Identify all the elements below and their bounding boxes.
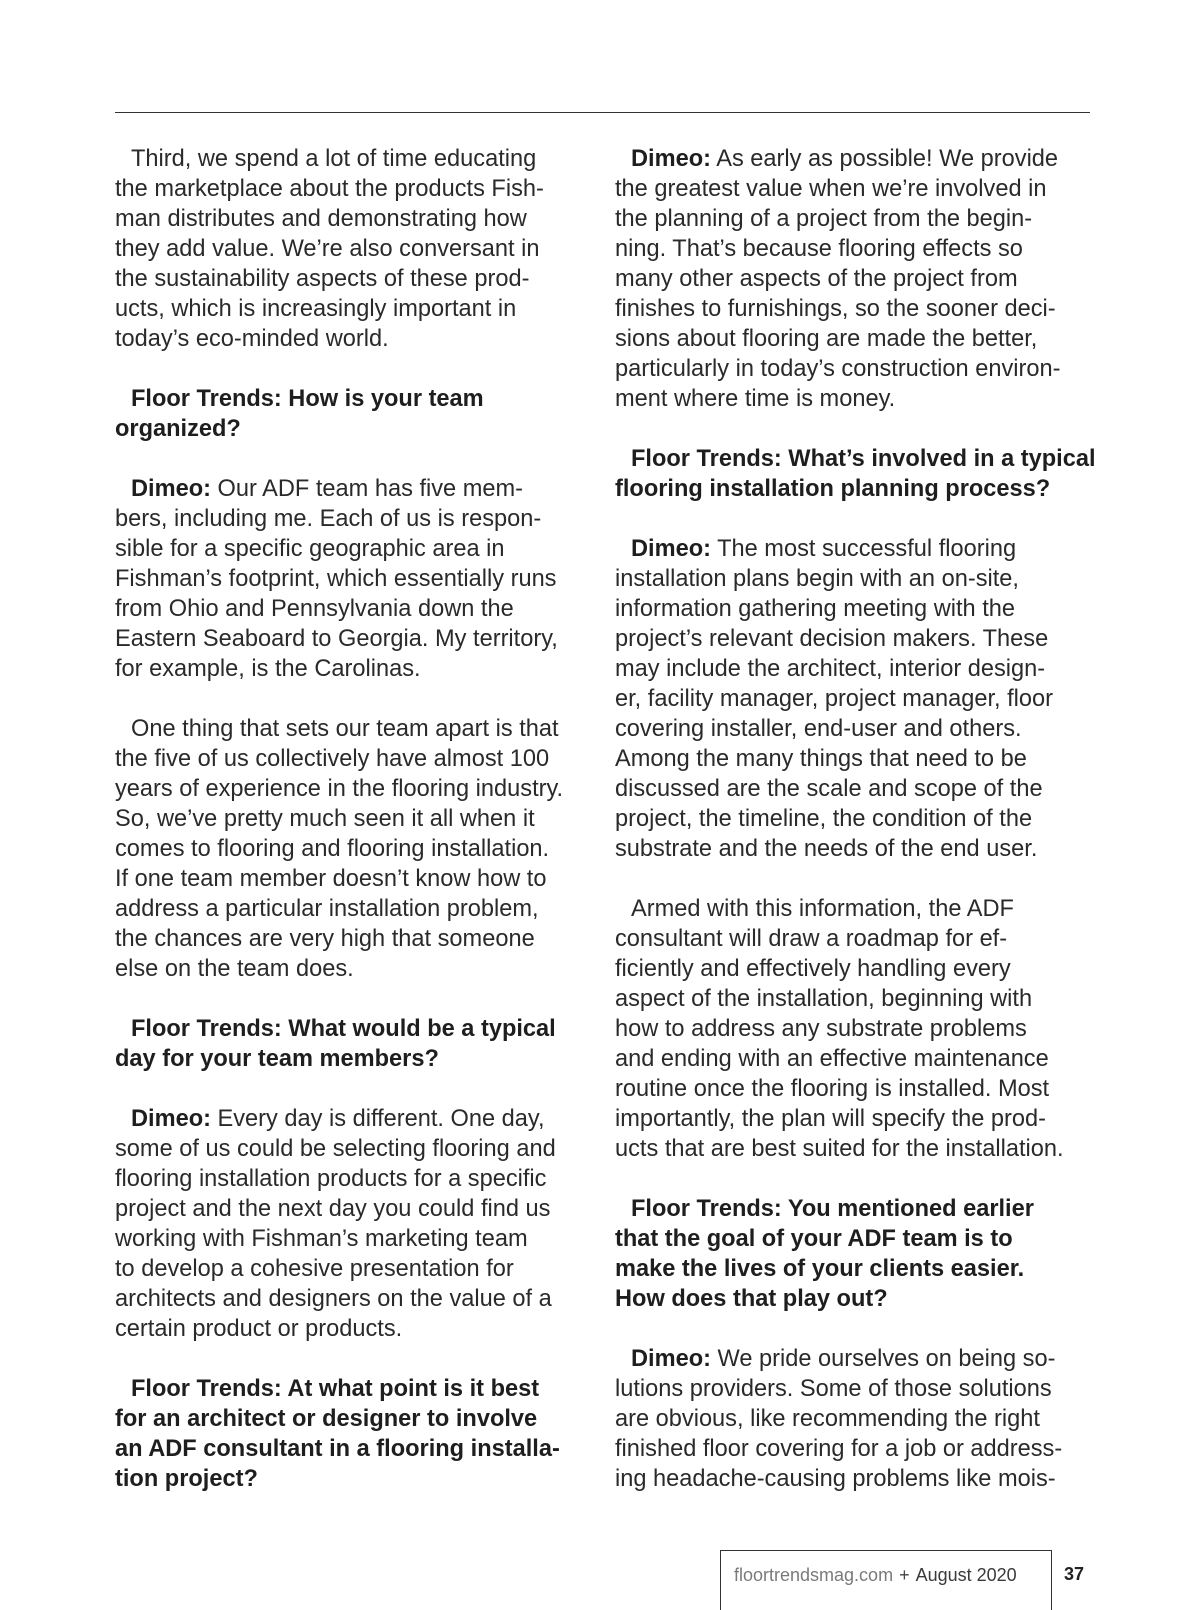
text-line: tion project?	[115, 1466, 258, 1492]
text-line: Fishman’s footprint, which essentially runs	[115, 566, 557, 592]
left-text-column	[115, 144, 595, 1524]
text-line: the chances are very high that someone	[115, 926, 535, 952]
text-line: from Ohio and Pennsylvania down the	[115, 596, 514, 622]
text-line: How does that play out?	[615, 1286, 888, 1312]
answer-paragraph	[115, 474, 595, 684]
question-paragraph	[615, 1194, 1095, 1314]
text-line: flooring installation planning process?	[615, 476, 1051, 502]
text-line: for example, is the Carolinas.	[115, 656, 421, 682]
text-line: address a particular installation problem,	[115, 896, 539, 922]
text-line: ment where time is money.	[615, 386, 896, 412]
text-line: the five of us collectively have almost 100	[115, 746, 550, 772]
text-line: Floor Trends: How is your team	[131, 386, 484, 412]
question-paragraph	[615, 444, 1095, 504]
right-text-column	[615, 144, 1095, 1524]
text-line: project’s relevant decision makers. These	[615, 626, 1049, 652]
text-line	[115, 1104, 595, 1134]
text-line: bers, including me. Each of us is respon-	[115, 506, 542, 532]
body-paragraph	[615, 894, 1095, 1164]
footer-separator: +	[899, 1565, 910, 1585]
question-paragraph	[115, 384, 595, 444]
text-line: lutions providers. Some of those solutions	[615, 1376, 1052, 1402]
line-text: The most successful flooring	[710, 536, 1017, 562]
text-line: organized?	[115, 416, 241, 442]
text-line: certain product or products.	[115, 1316, 403, 1342]
text-line: the sustainability aspects of these prod-	[115, 266, 530, 292]
text-line: comes to flooring and flooring installation.	[115, 836, 550, 862]
text-line: consultant will draw a roadmap for ef-	[615, 926, 1008, 952]
question-paragraph	[115, 1014, 595, 1074]
text-line: So, we’ve pretty much seen it all when it	[115, 806, 535, 832]
footer-box	[720, 1550, 1052, 1610]
text-line: ning. That’s because flooring effects so	[615, 236, 1023, 262]
text-line: are obvious, like recommending the right	[615, 1406, 1040, 1432]
text-line: information gathering meeting with the	[615, 596, 1016, 622]
text-line: working with Fishman’s marketing team	[115, 1226, 528, 1252]
text-line	[615, 1344, 1095, 1374]
text-line: If one team member doesn’t know how to	[115, 866, 547, 892]
speaker-label: Dimeo:	[631, 146, 711, 172]
text-line: an ADF consultant in a flooring installa-	[115, 1436, 560, 1462]
body-paragraph	[115, 714, 595, 984]
text-line: Among the many things that need to be	[615, 746, 1027, 772]
top-divider-rule	[115, 112, 1090, 113]
text-line: Floor Trends: What’s involved in a typical	[631, 446, 1096, 472]
answer-paragraph	[115, 1104, 595, 1344]
text-line: finished floor covering for a job or address-	[615, 1436, 1063, 1462]
text-line	[115, 474, 595, 504]
text-line: One thing that sets our team apart is that	[131, 716, 559, 742]
speaker-label: Dimeo:	[131, 476, 211, 502]
text-line: sions about flooring are made the better,	[615, 326, 1038, 352]
question-paragraph	[115, 1374, 595, 1494]
answer-paragraph	[615, 144, 1095, 414]
text-line: Third, we spend a lot of time educating	[131, 146, 537, 172]
text-line: and ending with an effective maintenance	[615, 1046, 1049, 1072]
text-line: many other aspects of the project from	[615, 266, 1018, 292]
text-line: that the goal of your ADF team is to	[615, 1226, 1013, 1252]
text-line: ucts that are best suited for the installation.	[615, 1136, 1064, 1162]
text-line: project and the next day you could find us	[115, 1196, 551, 1222]
text-line: else on the team does.	[115, 956, 354, 982]
text-line: Floor Trends: You mentioned earlier	[631, 1196, 1034, 1222]
text-line: routine once the flooring is installed. Most	[615, 1076, 1050, 1102]
text-line: today’s eco-minded world.	[115, 326, 389, 352]
text-line: ing headache-causing problems like mois-	[615, 1466, 1056, 1492]
footer-issue-date: August 2020	[915, 1565, 1017, 1585]
speaker-label: Dimeo:	[631, 536, 711, 562]
text-line: covering installer, end-user and others.	[615, 716, 1022, 742]
speaker-label: Dimeo:	[131, 1106, 211, 1132]
text-line: Eastern Seaboard to Georgia. My territory,	[115, 626, 558, 652]
text-line: Floor Trends: What would be a typical	[131, 1016, 556, 1042]
text-line: installation plans begin with an on-site,	[615, 566, 1019, 592]
text-line: importantly, the plan will specify the prod-	[615, 1106, 1047, 1132]
text-line: may include the architect, interior design-	[615, 656, 1046, 682]
text-line: for an architect or designer to involve	[115, 1406, 538, 1432]
line-text: Every day is different. One day,	[210, 1106, 545, 1132]
text-line: the planning of a project from the begin-	[615, 206, 1033, 232]
text-line: man distributes and demonstrating how	[115, 206, 527, 232]
text-line: sible for a specific geographic area in	[115, 536, 505, 562]
speaker-label: Dimeo:	[631, 1346, 711, 1372]
text-line: particularly in today’s construction environ-	[615, 356, 1061, 382]
text-line: finishes to furnishings, so the sooner deci-	[615, 296, 1056, 322]
line-text: As early as possible! We provide	[710, 146, 1059, 172]
text-line: ucts, which is increasingly important in	[115, 296, 517, 322]
text-line	[615, 144, 1095, 174]
text-line: Armed with this information, the ADF	[631, 896, 1014, 922]
footer-website: floortrendsmag.com	[734, 1565, 894, 1585]
answer-paragraph	[615, 1344, 1095, 1494]
text-line: how to address any substrate problems	[615, 1016, 1027, 1042]
text-line: Floor Trends: At what point is it best	[131, 1376, 540, 1402]
text-line: day for your team members?	[115, 1046, 439, 1072]
text-line: to develop a cohesive presentation for	[115, 1256, 514, 1282]
line-text: We pride ourselves on being so-	[710, 1346, 1056, 1372]
text-line	[615, 534, 1095, 564]
text-line: substrate and the needs of the end user.	[615, 836, 1038, 862]
text-line: flooring installation products for a specific	[115, 1166, 547, 1192]
text-line: make the lives of your clients easier.	[615, 1256, 1025, 1282]
text-line: they add value. We’re also conversant in	[115, 236, 540, 262]
text-line: years of experience in the flooring industry.	[115, 776, 564, 802]
body-paragraph	[115, 144, 595, 354]
text-line: project, the timeline, the condition of the	[615, 806, 1033, 832]
text-line: ficiently and effectively handling every	[615, 956, 1011, 982]
text-line: some of us could be selecting flooring and	[115, 1136, 556, 1162]
answer-paragraph	[615, 534, 1095, 864]
text-line: discussed are the scale and scope of the	[615, 776, 1043, 802]
text-line: er, facility manager, project manager, floor	[615, 686, 1054, 712]
text-line: the greatest value when we’re involved in	[615, 176, 1047, 202]
page-number: 37	[1064, 1564, 1085, 1584]
text-line: aspect of the installation, beginning with	[615, 986, 1033, 1012]
line-text: Our ADF team has five mem-	[210, 476, 524, 502]
text-line: the marketplace about the products Fish-	[115, 176, 544, 202]
text-line: architects and designers on the value of a	[115, 1286, 552, 1312]
